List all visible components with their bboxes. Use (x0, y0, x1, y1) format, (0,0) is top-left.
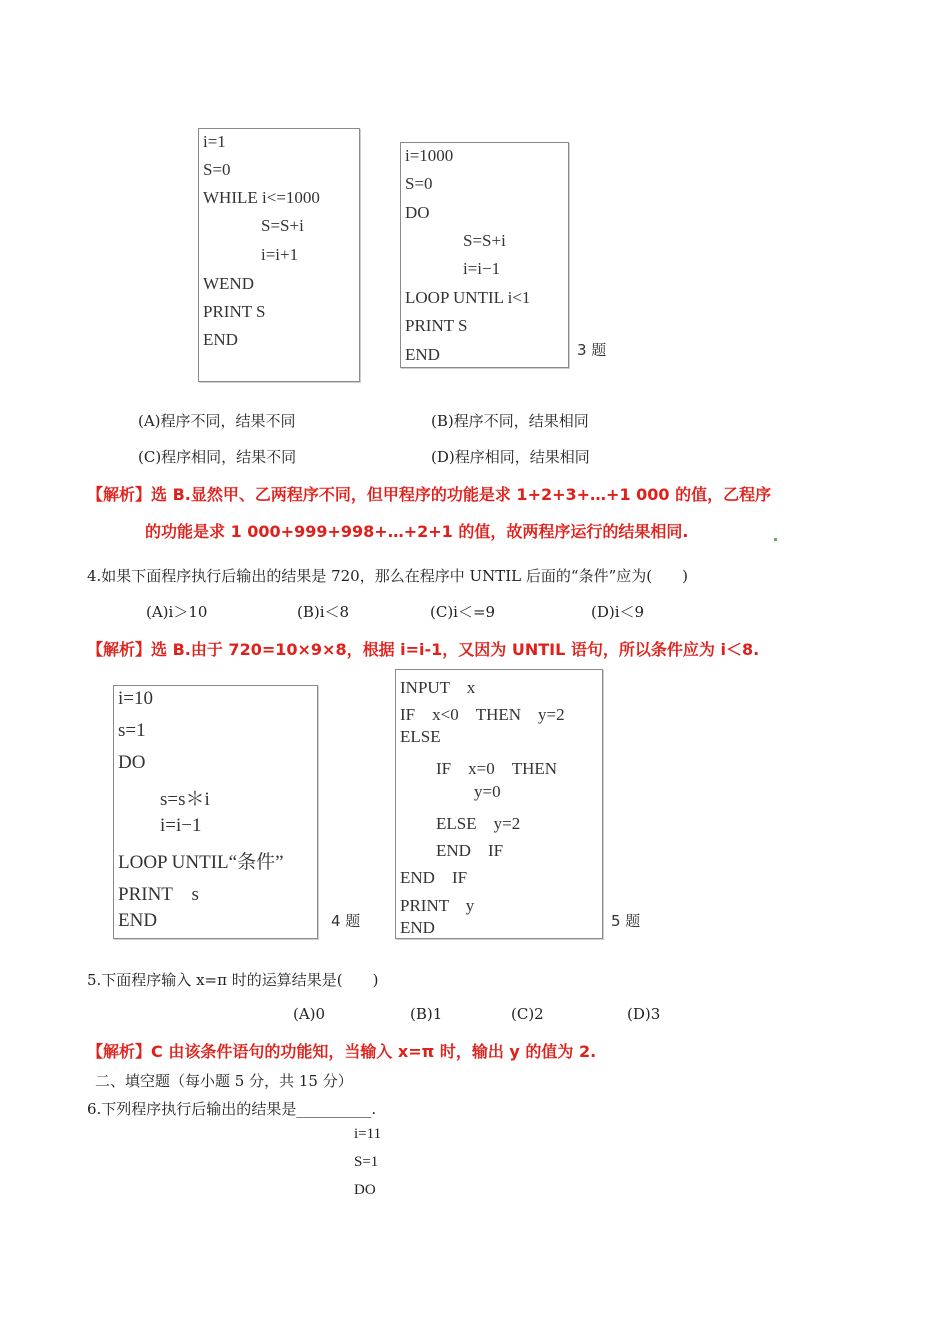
q3-option-c[interactable]: (C)程序相同，结果不同 (138, 448, 297, 466)
q6-question: 6.下列程序执行后输出的结果是__________. (87, 1100, 377, 1118)
q3-option-d[interactable]: (D)程序相同，结果相同 (431, 448, 590, 466)
q4-option-c[interactable]: (C)i＜=9 (430, 603, 496, 621)
code-line: END (405, 345, 440, 364)
code-line: i=i−1 (463, 259, 501, 278)
code-line: ELSE (400, 727, 441, 746)
code-line: i=i−1 (160, 815, 202, 836)
q5-option-a[interactable]: (A)0 (293, 1005, 326, 1023)
code-line: DO (118, 752, 146, 773)
code-line: IF x<0 THEN y=2 (400, 705, 565, 724)
q5-option-c[interactable]: (C)2 (511, 1005, 544, 1023)
code-line: PRINT S (405, 316, 468, 335)
q3-analysis-line1 (87, 482, 771, 505)
code-line: PRINT s (118, 884, 199, 905)
analysis-text: C 由该条件语句的功能知，当输入 x=π 时，输出 y 的值为 2. (151, 1042, 597, 1061)
code-line: S=0 (405, 174, 433, 193)
code-line: PRINT y (400, 896, 475, 915)
code-line: END IF (436, 841, 504, 860)
analysis-tag: 【解析】 (87, 485, 152, 504)
analysis-text: 选 B.由于 720=10×9×8，根据 i=i-1，又因为 UNTIL 语句，所以条件应为 i＜8. (151, 640, 760, 659)
q3-analysis-line2 (145, 519, 688, 542)
code-line: WEND (203, 274, 254, 293)
code-line: s=1 (118, 720, 146, 741)
code-line: INPUT x (400, 678, 476, 697)
q4-option-a[interactable]: (A)i＞10 (146, 603, 208, 621)
code-line: END (118, 910, 158, 931)
q4-option-b[interactable]: (B)i＜8 (297, 603, 350, 621)
analysis-tag: 【解析】 (87, 1042, 152, 1061)
q3-program2-box (400, 142, 569, 368)
q5-question: 5.下面程序输入 x=π 时的运算结果是( ) (87, 971, 379, 989)
analysis-tag: 【解析】 (87, 640, 152, 659)
code-line: S=S+i (261, 216, 304, 235)
code-line: S=S+i (463, 231, 506, 250)
analysis-text: 的功能是求 1 000+999+998+…+2+1 的值，故两程序运行的结果相同. (145, 522, 689, 541)
q6-code-line: i=11 (354, 1126, 382, 1142)
code-line: END IF (400, 868, 468, 887)
code-line: WHILE i<=1000 (203, 188, 320, 207)
code-line: LOOP UNTIL“条件” (118, 852, 284, 873)
stray-dot (774, 538, 777, 541)
code-line: i=1 (203, 132, 226, 151)
analysis-text: 选 B.显然甲、乙两程序不同，但甲程序的功能是求 1+2+3+…+1 000 的值，乙程序 (151, 485, 772, 504)
figure-label-q4: 4 题 (331, 912, 361, 930)
code-line: ELSE y=2 (436, 814, 521, 833)
q4-program-box (113, 685, 318, 939)
code-line: END (400, 918, 435, 937)
code-line: LOOP UNTIL i<1 (405, 288, 531, 307)
q3-option-a[interactable]: (A)程序不同，结果不同 (138, 412, 296, 430)
q4-question: 4.如果下面程序执行后输出的结果是 720，那么在程序中 UNTIL 后面的“条件”应为( ) (87, 567, 688, 585)
code-line: i=i+1 (261, 245, 299, 264)
figure-label-q3: 3 题 (577, 341, 607, 359)
q5-analysis (87, 1039, 596, 1062)
q4-analysis (87, 637, 759, 660)
figure-label-q5: 5 题 (611, 912, 641, 930)
q5-option-b[interactable]: (B)1 (410, 1005, 443, 1023)
code-line: PRINT S (203, 302, 266, 321)
code-line: i=10 (118, 688, 153, 709)
code-line: S=0 (203, 160, 231, 179)
q3-program1-box (198, 128, 360, 382)
code-line: s=s＊i (160, 789, 210, 810)
code-line: y=0 (474, 782, 501, 801)
q5-program-box (395, 669, 603, 939)
section-heading: 二、填空题（每小题 5 分，共 15 分） (95, 1072, 353, 1090)
code-line: IF x=0 THEN (436, 759, 558, 778)
code-line: i=1000 (405, 146, 454, 165)
q3-option-b[interactable]: (B)程序不同，结果相同 (431, 412, 589, 430)
code-line: END (203, 330, 238, 349)
q4-option-d[interactable]: (D)i＜9 (591, 603, 645, 621)
q6-code-line: DO (354, 1182, 376, 1198)
code-line: DO (405, 203, 430, 222)
q5-option-d[interactable]: (D)3 (627, 1005, 661, 1023)
q6-code-line: S=1 (354, 1154, 379, 1170)
